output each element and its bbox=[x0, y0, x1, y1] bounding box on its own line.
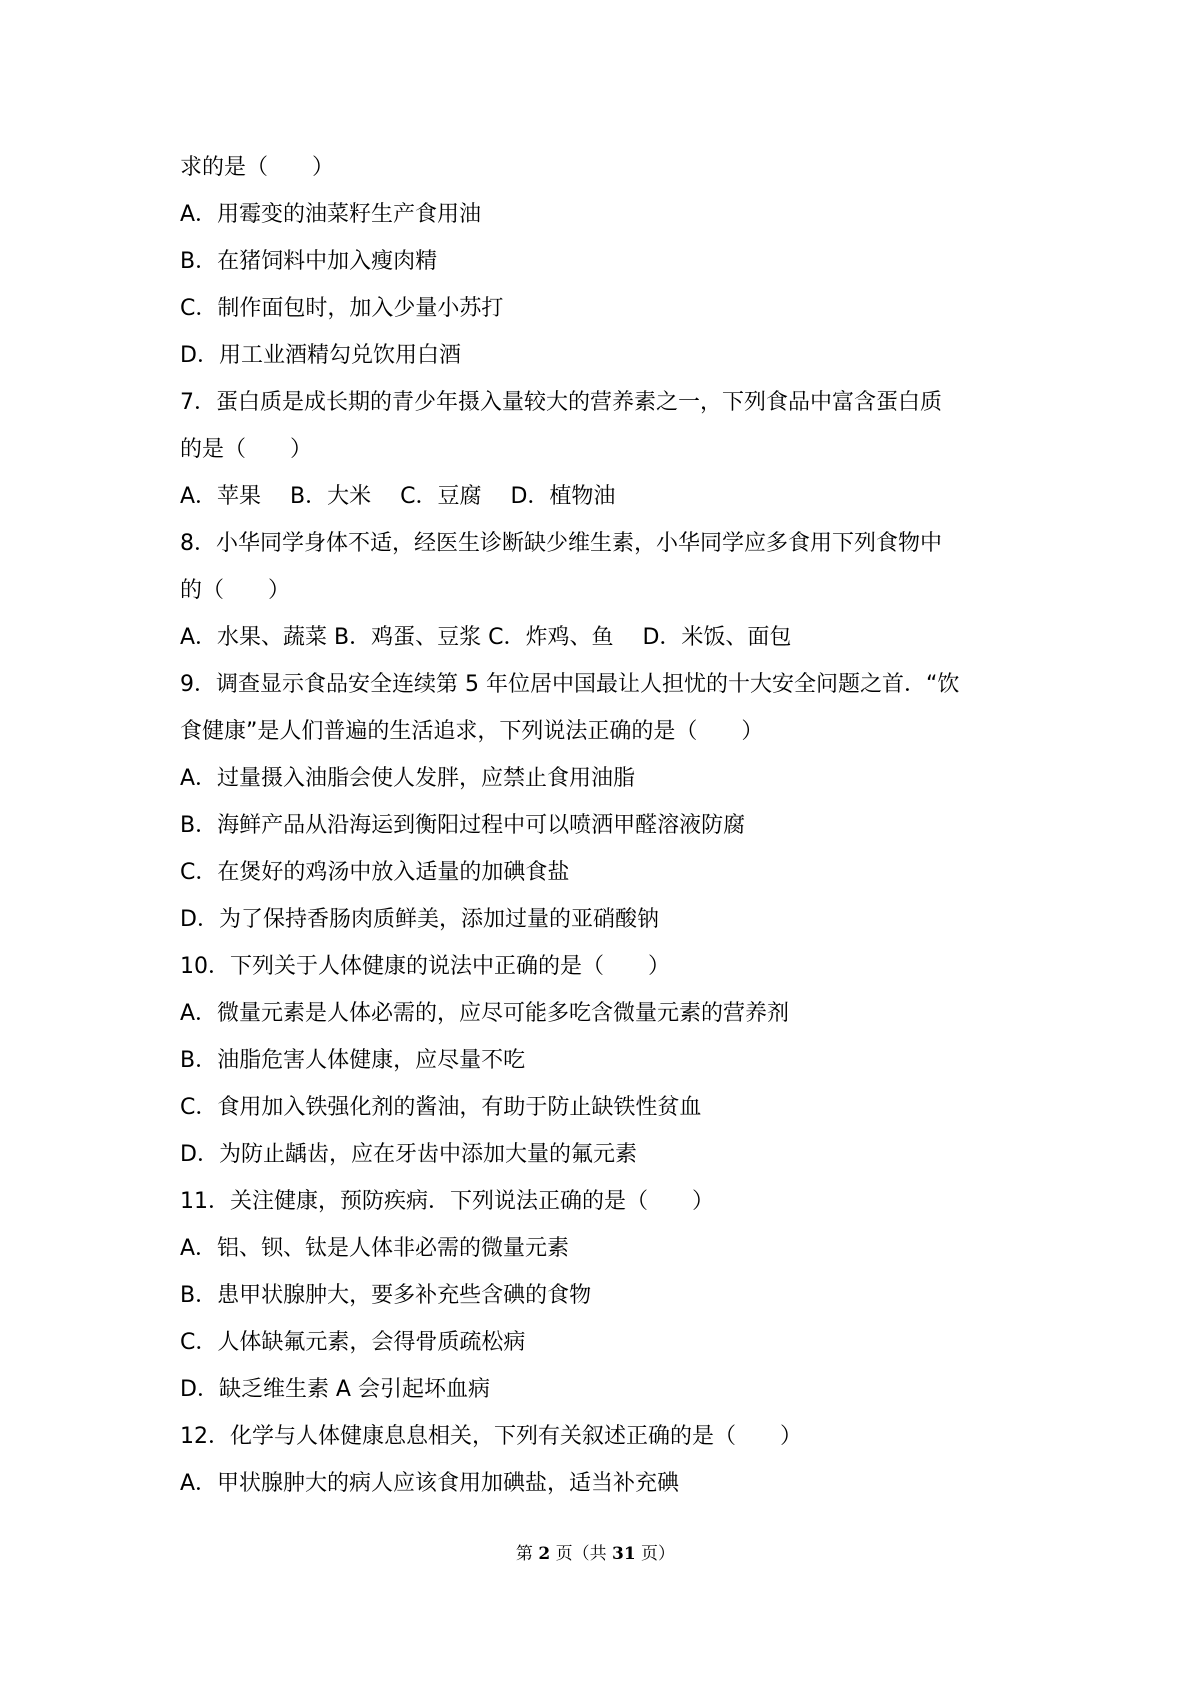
text-line: 食健康”是人们普遍的生活追求，下列说法正确的是（ ） bbox=[180, 719, 764, 744]
option-line: B．患甲状腺肿大，要多补充些含碘的食物 bbox=[180, 1283, 592, 1308]
question-7: 7．蛋白质是成长期的青少年摄入量较大的营养素之一，下列食品中富含蛋白质 bbox=[180, 390, 942, 415]
footer-suffix: 页） bbox=[635, 1544, 676, 1564]
footer-middle: 页（共 bbox=[550, 1544, 612, 1564]
question-8: 8．小华同学身体不适，经医生诊断缺少维生素，小华同学应多食用下列食物中 bbox=[180, 531, 942, 556]
option-line: C．食用加入铁强化剂的酱油，有助于防止缺铁性贫血 bbox=[180, 1095, 702, 1120]
question-11: 11．关注健康，预防疾病．下列说法正确的是（ ） bbox=[180, 1189, 714, 1214]
option-line: C．在煲好的鸡汤中放入适量的加碘食盐 bbox=[180, 860, 570, 885]
option-line: C．人体缺氟元素，会得骨质疏松病 bbox=[180, 1330, 526, 1355]
option-line: D．用工业酒精勾兑饮用白酒 bbox=[180, 343, 461, 368]
option-line: A．铝、钡、钛是人体非必需的微量元素 bbox=[180, 1236, 570, 1261]
option-line: A．甲状腺肿大的病人应该食用加碘盐，适当补充碘 bbox=[180, 1471, 680, 1496]
question-9: 9．调查显示食品安全连续第 5 年位居中国最让人担忧的十大安全问题之首．“饮 bbox=[180, 672, 960, 697]
page-footer bbox=[0, 1542, 1191, 1566]
option-line: B．在猪饲料中加入瘦肉精 bbox=[180, 249, 438, 274]
text-line: 的是（ ） bbox=[180, 437, 313, 462]
option-line: B．油脂危害人体健康，应尽量不吃 bbox=[180, 1048, 526, 1073]
footer-page-number: 2 bbox=[538, 1544, 551, 1564]
question-12: 12．化学与人体健康息息相关，下列有关叙述正确的是（ ） bbox=[180, 1424, 802, 1449]
option-line: A．水果、蔬菜 B．鸡蛋、豆浆 C．炸鸡、鱼 D．米饭、面包 bbox=[180, 625, 792, 650]
text-line: 的（ ） bbox=[180, 578, 291, 603]
option-line: A．用霉变的油菜籽生产食用油 bbox=[180, 202, 482, 227]
option-line: D．为了保持香肠肉质鲜美，添加过量的亚硝酸钠 bbox=[180, 907, 659, 932]
footer-prefix: 第 bbox=[515, 1544, 539, 1564]
option-line: B．海鲜产品从沿海运到衡阳过程中可以喷洒甲醛溶液防腐 bbox=[180, 813, 746, 838]
option-line: A．过量摄入油脂会使人发胖，应禁止食用油脂 bbox=[180, 766, 636, 791]
text-line: 求的是（ ） bbox=[180, 155, 335, 180]
option-line: C．制作面包时，加入少量小苏打 bbox=[180, 296, 504, 321]
footer-total-pages: 31 bbox=[611, 1544, 636, 1564]
question-10: 10．下列关于人体健康的说法中正确的是（ ） bbox=[180, 954, 670, 979]
document-body bbox=[180, 144, 1040, 1507]
option-line: A．苹果 B．大米 C．豆腐 D．植物油 bbox=[180, 484, 616, 509]
option-line: D．缺乏维生素 A 会引起坏血病 bbox=[180, 1377, 490, 1402]
option-line: A．微量元素是人体必需的，应尽可能多吃含微量元素的营养剂 bbox=[180, 1001, 790, 1026]
option-line: D．为防止龋齿，应在牙齿中添加大量的氟元素 bbox=[180, 1142, 637, 1167]
